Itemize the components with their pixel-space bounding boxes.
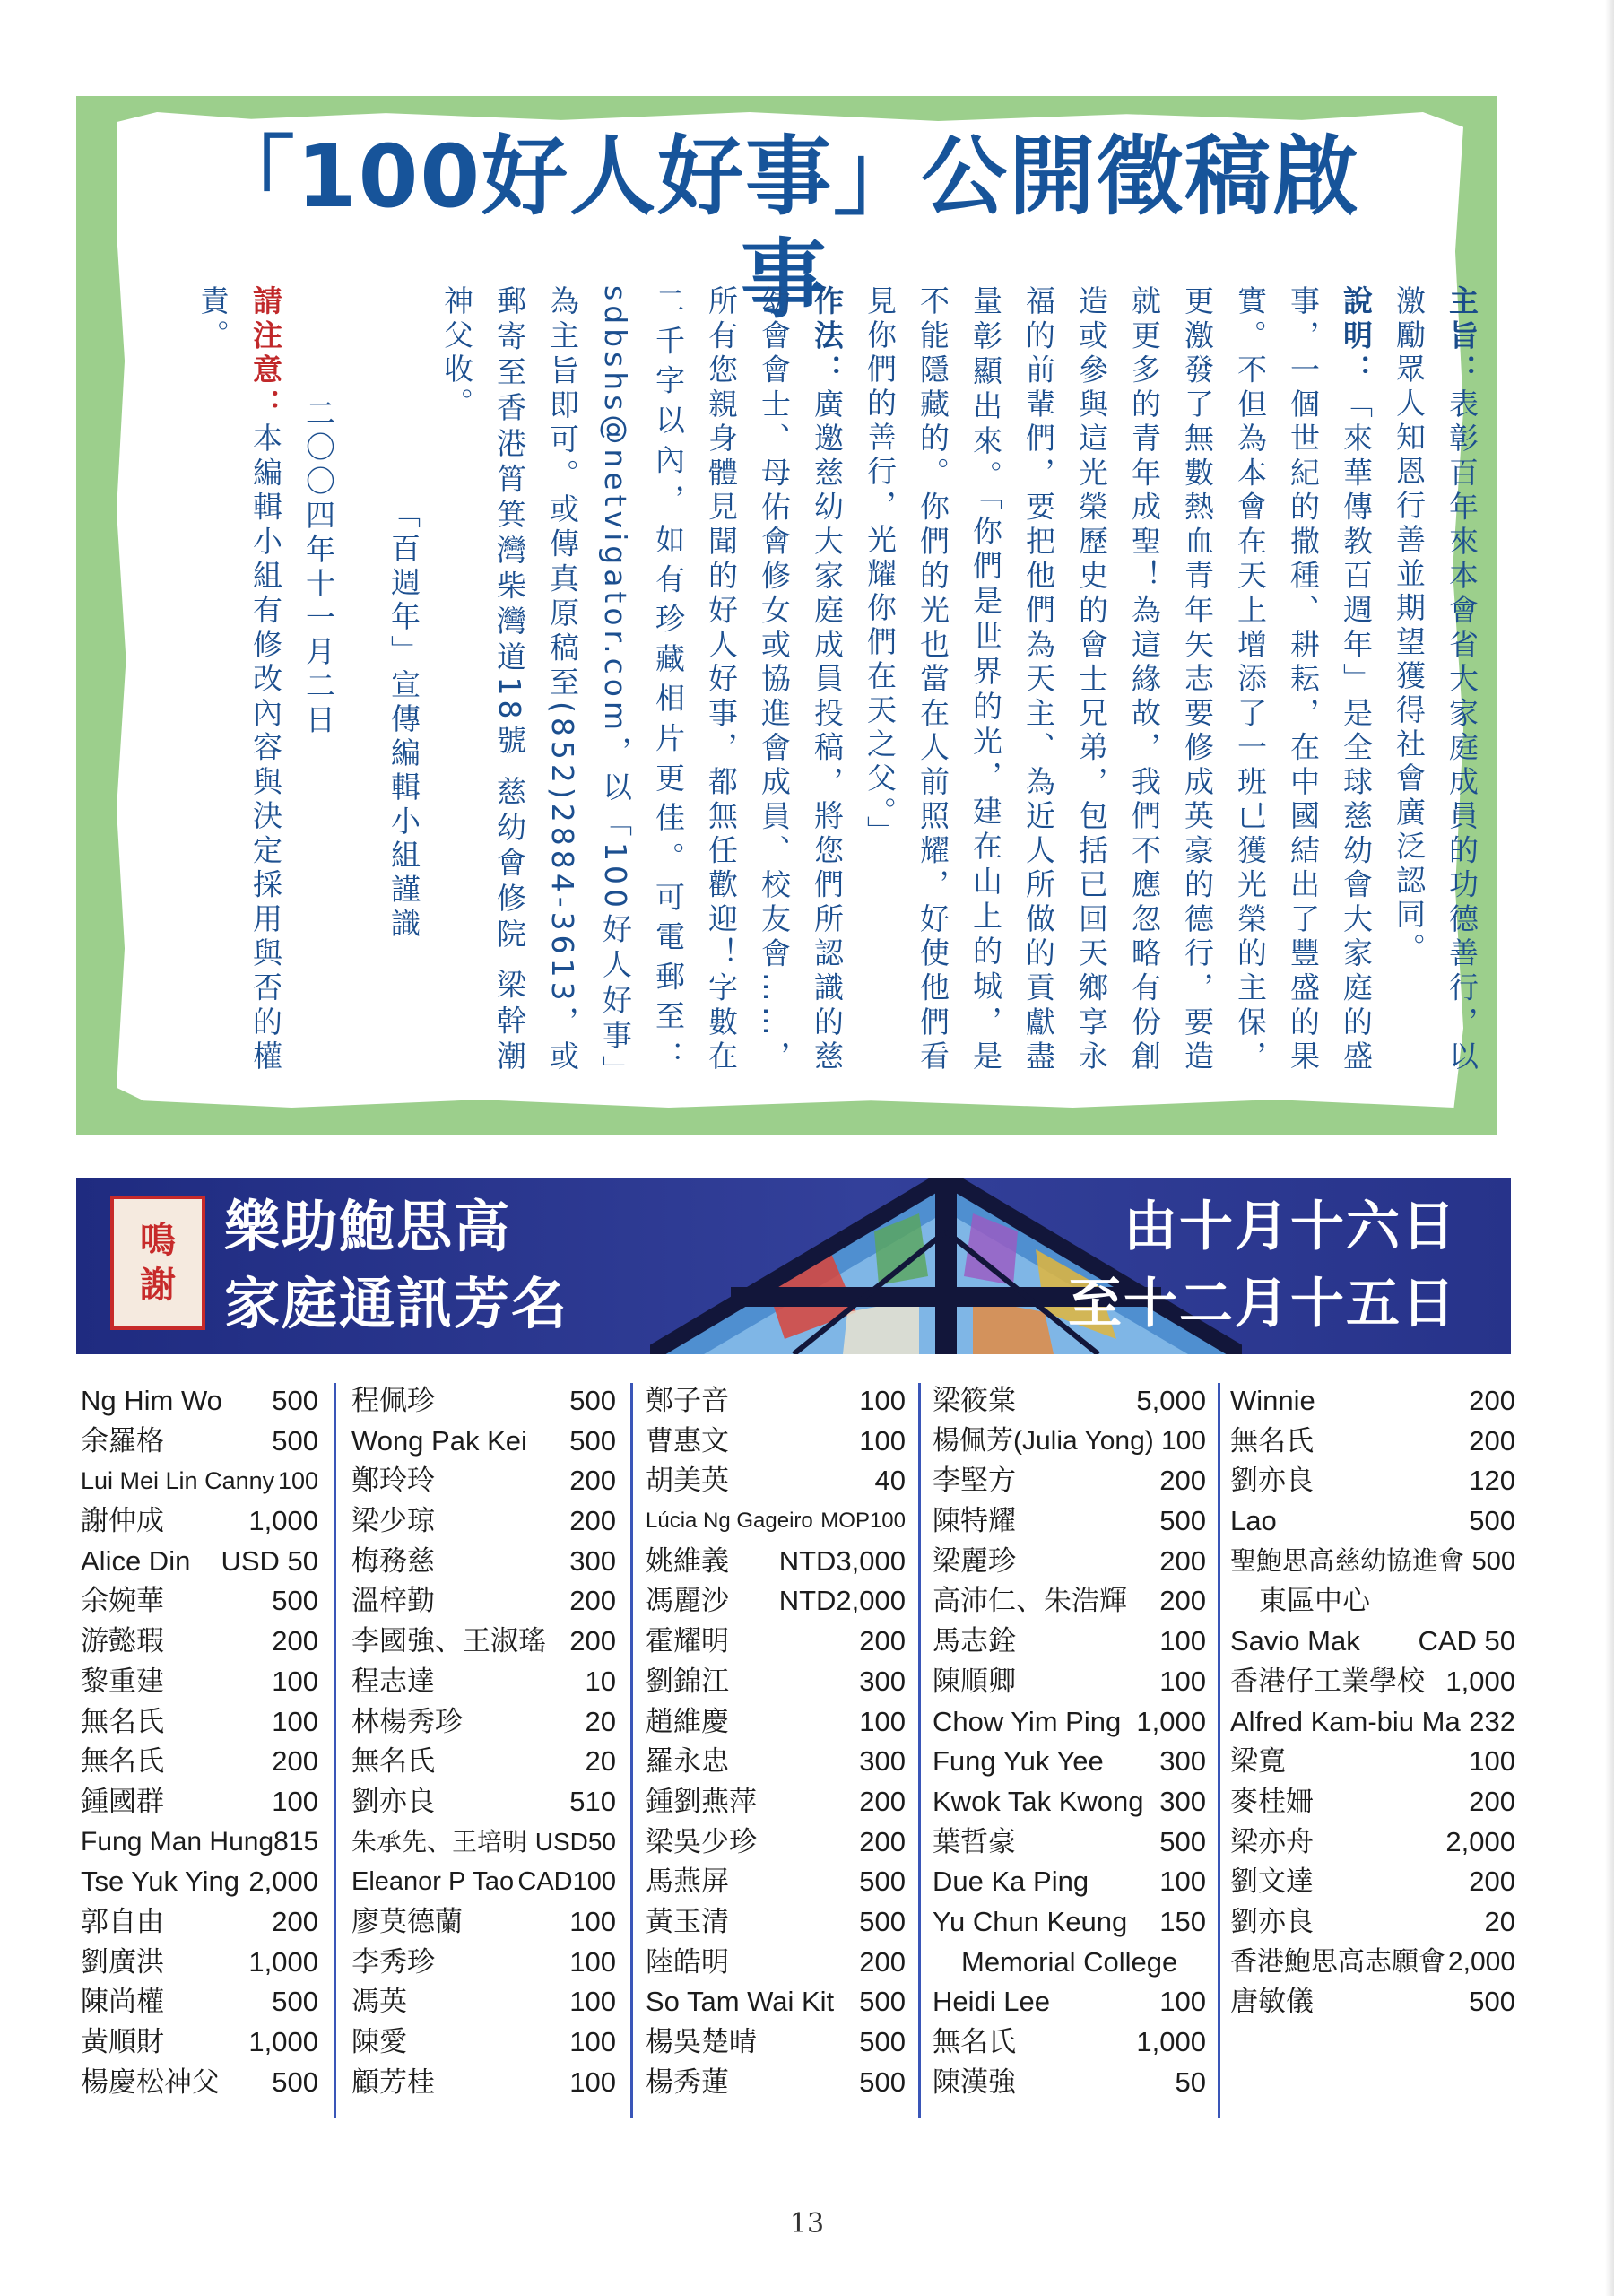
donor-name: 無名氏 [81,1745,164,1778]
donor-amount: 500 [569,1385,616,1416]
donor-name: 曹惠文 [646,1424,729,1457]
donor-amount: 100 [569,1905,616,1937]
donor-amount: 100 [1159,1665,1206,1697]
donor-name: 無名氏 [933,2026,1016,2057]
donor-amount: 200 [1159,1585,1206,1617]
donor-amount: 10 [585,1665,616,1697]
donor-amount: 1,000 [248,1945,318,1978]
donor-name: 李秀珍 [351,1945,435,1978]
donor-name: 陳特耀 [933,1505,1016,1537]
donor-name: 馮麗沙 [646,1585,729,1617]
donor-name: 梁吳少珍 [646,1825,757,1857]
donor-row [933,1862,1206,1902]
donor-name: Heidi Lee [933,1986,1050,2018]
donor-amount: 500 [1471,1546,1515,1576]
donor-amount: 500 [272,1986,318,2018]
donor-row [81,1662,318,1702]
donor-row [933,1381,1206,1422]
donor-row [646,1862,906,1902]
donor-row [81,1982,318,2022]
donor-name: Winnie [1230,1385,1315,1416]
donor-row [646,1542,906,1582]
donor-amount: 200 [1159,1465,1206,1497]
explanation-text: 「來華傳教百週年」是全球慈幼會大家庭的盛事，一個世紀的撒種、耕耘，在中國結出了豐盛的果實。不但為本會在天上增添了一班已獲光榮的主保，更激發了無數熱血青年矢志要修成英豪的德行，要造就更多的青年成聖！為這緣故，我們不應忽略有份創造或參與這光榮歷史的會士兄弟，包括已回天鄉享永福的前輩們，要把他們為天主、為近人所做的貢獻盡量彰顯出來。「你們是世界的光，建在山上的城，是不能隱藏的。你們的光也當在人前照耀，好使他們看見你們的善行，光耀你們在天之父。」 [863,285,1374,1075]
donor-name: Eleanor P Tao [351,1867,515,1897]
donor-name: Memorial College [961,1945,1178,1978]
donor-amount: 500 [859,1986,906,2018]
donor-name: Wong Pak Kei [351,1424,527,1457]
donor-row [81,1581,318,1622]
donor-amount: 200 [569,1465,616,1497]
donor-row [1230,1501,1515,1542]
donor-name: 香港鮑思高志願會 [1230,1946,1445,1977]
notice-body [195,285,1488,1075]
donor-amount: 2,000 [1445,1825,1515,1857]
donor-row [646,1662,906,1702]
donor-row [81,1862,318,1902]
donor-amount: NTD3,000 [778,1544,906,1577]
donor-amount: 100 [1159,1866,1206,1898]
donor-amount: 100 [1159,1986,1206,2018]
donor-name: 無名氏 [81,1705,164,1737]
donor-row [933,1622,1206,1662]
donor-row [933,1501,1206,1542]
donor-name: 朱承先、王培明 [351,1827,528,1856]
donor-row [933,1982,1206,2022]
notice-note [187,285,292,1074]
donor-row [646,1943,906,1983]
donor-amount: 232 [1469,1705,1515,1737]
donor-name: 陸皓明 [646,1945,729,1978]
donor-row [351,1461,616,1501]
donor-name: Ng Him Wo [81,1385,222,1416]
donor-name: Fung Man Hung [81,1826,274,1857]
donor-amount: 300 [859,1665,906,1697]
donor-row [1230,1422,1515,1462]
donor-row [646,1742,906,1782]
banner-period [1068,1188,1457,1343]
donor-row [933,1902,1206,1943]
donor-column-2 [351,1381,616,2102]
donor-amount: 20 [585,1705,616,1737]
donor-amount: 100 [1160,1425,1206,1456]
donor-row [351,1862,616,1902]
donor-name: 馬燕屏 [646,1866,729,1898]
donor-amount: 500 [859,1866,906,1898]
donor-name: 程志達 [351,1665,435,1697]
donor-name: 無名氏 [1230,1424,1314,1457]
donor-row [1230,1662,1515,1702]
purpose-label: 主旨： [1445,285,1480,388]
donor-amount: 200 [569,1505,616,1537]
donor-amount: 100 [569,2026,616,2057]
note-label: 請注意： [248,285,283,423]
donor-name: 劉錦江 [646,1665,729,1697]
donor-name: 楊慶松神父 [81,2066,220,2098]
banner-period-line1: 由十月十六日 [1124,1196,1457,1258]
donor-name: Kwok Tak Kwong [933,1785,1144,1817]
donor-row [351,1381,616,1422]
donor-row [933,1742,1206,1782]
donor-row [1230,1461,1515,1501]
donor-name: Tse Yuk Ying [81,1866,239,1898]
notice-date: 二〇〇四年十一月二日 [301,397,336,739]
donor-amount: 500 [1469,1986,1515,2018]
donor-amount: 500 [859,2066,906,2098]
donor-name: 余羅格 [81,1424,164,1457]
donor-row [933,1943,1206,1983]
donor-row [933,1662,1206,1702]
donor-amount: 200 [1469,1785,1515,1817]
notice-method [430,285,854,1074]
donor-name: Lao [1230,1505,1277,1537]
donor-name: Alice Din [81,1544,191,1577]
donor-row [81,1702,318,1743]
donor-row [1230,1542,1515,1582]
donor-row [933,1702,1206,1743]
honour-roll-banner [76,1178,1511,1354]
donor-amount: 510 [569,1785,616,1817]
donor-name: 鍾劉燕萍 [646,1785,757,1817]
donor-row [646,1581,906,1622]
donor-row [351,1581,616,1622]
donor-row [81,1902,318,1943]
donor-amount: 200 [272,1745,318,1778]
donor-name: 游懿瑕 [81,1625,164,1657]
donor-amount: 1,000 [248,1505,318,1537]
donor-amount: 40 [874,1465,906,1497]
donor-amount: 500 [272,1585,318,1617]
donor-row [1230,1381,1515,1422]
donor-amount: 300 [859,1745,906,1778]
donor-name: 楊佩芳(Julia Yong) [933,1425,1154,1456]
donor-name: 鄭玲玲 [351,1465,435,1497]
donor-amount: 200 [859,1785,906,1817]
donor-row [1230,1742,1515,1782]
donor-amount: 50 [1175,2066,1206,2098]
donor-row [646,1461,906,1501]
donor-row [351,1422,616,1462]
donor-row [81,1622,318,1662]
donor-row [1230,1902,1515,1943]
donor-name: 陳順卿 [933,1665,1016,1697]
donor-name: 馬志銓 [933,1625,1016,1657]
donor-column-5 [1230,1381,1515,2022]
donor-amount: 1,000 [1136,2026,1206,2057]
donor-row [646,1782,906,1822]
donor-name: 香港仔工業學校 [1230,1665,1425,1697]
donor-row [351,1501,616,1542]
donor-column-4 [933,1381,1206,2102]
donor-name: 程佩珍 [351,1385,435,1416]
banner-title-line2: 家庭通訊芳名 [224,1271,569,1336]
donor-row [1230,1862,1515,1902]
donor-amount: 100 [272,1705,318,1737]
donor-column-1 [81,1381,318,2102]
donor-row [933,1422,1206,1462]
donor-row [1230,1943,1515,1983]
donor-amount: 500 [569,1424,616,1457]
donor-name: 劉亦良 [351,1785,435,1817]
donor-amount: MOP100 [820,1509,906,1534]
donor-row [351,2063,616,2103]
column-divider [918,1383,921,2118]
donor-name: 馮英 [351,1986,407,2018]
donor-name: 楊秀蓮 [646,2066,729,2098]
donor-row [81,1542,318,1582]
seal-char: 謝 [140,1264,176,1306]
donor-column-3 [646,1381,906,2102]
donor-name: 陳愛 [351,2026,407,2057]
donor-row [933,1542,1206,1582]
donor-row [646,2022,906,2063]
donor-amount: 150 [1159,1905,1206,1937]
donor-name: 聖鮑思高慈幼協進會 [1230,1546,1465,1576]
donor-row [933,1782,1206,1822]
donor-name: 黃玉清 [646,1905,729,1937]
donor-amount: 20 [1484,1905,1515,1937]
donor-name: 李堅方 [933,1465,1016,1497]
donor-amount: 500 [272,1424,318,1457]
donor-row [646,1622,906,1662]
donor-name: 姚維義 [646,1544,729,1577]
donor-amount: 300 [1159,1745,1206,1778]
donor-amount: 200 [569,1585,616,1617]
donor-amount: 500 [859,1905,906,1937]
purpose-text: 表彰百年來本會省大家庭成員的功德善行，以激勵眾人知恩行善並期望獲得社會廣泛認同。 [1392,285,1480,1075]
donor-amount: 100 [569,1945,616,1978]
donor-row [81,1501,318,1542]
donor-amount: 200 [1469,1385,1515,1416]
donor-name: 梁亦舟 [1230,1825,1314,1857]
donor-amount: 200 [272,1905,318,1937]
donor-amount: 200 [859,1625,906,1657]
donor-amount: 815 [273,1826,319,1857]
donor-name: Chow Yim Ping [933,1705,1122,1737]
donor-row [646,1501,906,1542]
donor-row [81,1822,318,1863]
donor-row [646,2063,906,2103]
donor-row [933,1461,1206,1501]
banner-title [224,1188,568,1343]
donor-name: 梁少琼 [351,1505,435,1537]
notice-title: 「100好人好事」公開徵稿啟事 [208,126,1361,331]
donor-name: 麥桂姍 [1230,1785,1314,1817]
donor-name: 梁麗珍 [933,1544,1016,1577]
donor-name: 梁筱棠 [933,1385,1016,1416]
donor-name: Fung Yuk Yee [933,1745,1104,1778]
donor-name: 溫梓勤 [351,1585,435,1617]
donor-amount: 100 [1469,1745,1515,1778]
donor-row [1230,1782,1515,1822]
donor-amount: 2,000 [1447,1946,1515,1977]
column-divider [334,1383,336,2118]
donor-row [1230,1581,1515,1622]
donor-name: 林楊秀珍 [351,1705,463,1737]
banner-title-line1: 樂助鮑思高 [224,1194,512,1259]
donor-name: 霍耀明 [646,1625,729,1657]
column-divider [1218,1383,1220,2118]
donor-row [351,2022,616,2063]
donor-row [933,2022,1206,2063]
notice-explanation [854,285,1383,1074]
banner-period-line2: 至十二月十五日 [1068,1273,1457,1335]
donor-name: 高沛仁、朱浩輝 [933,1585,1127,1617]
donor-name: Lui Mei Lin Canny [81,1467,275,1495]
page-number: 13 [789,2208,825,2239]
donor-amount: NTD2,000 [778,1585,906,1617]
donor-name: 劉亦良 [1230,1905,1314,1937]
donor-name: 鄭子音 [646,1385,729,1416]
donor-amount: 200 [859,1945,906,1978]
donor-amount: 100 [859,1705,906,1737]
donor-row [1230,1982,1515,2022]
donor-amount: 100 [859,1385,906,1416]
donor-name: 郭自由 [81,1905,164,1937]
donor-name: 劉廣洪 [81,1945,164,1978]
donor-row [646,1702,906,1743]
donor-name: 廖莫德蘭 [351,1905,463,1937]
donor-row [933,1581,1206,1622]
donor-name: 楊吳楚晴 [646,2026,757,2057]
column-divider [630,1383,633,2118]
donor-row [351,1902,616,1943]
donor-amount: 500 [1159,1825,1206,1857]
donor-amount: 200 [1159,1544,1206,1577]
donor-amount: USD50 [534,1827,616,1856]
donor-amount: 300 [569,1544,616,1577]
donor-name: Alfred Kam-biu Ma [1230,1705,1461,1737]
donor-row [646,1902,906,1943]
donor-name: So Tam Wai Kit [646,1986,835,2018]
donor-amount: 1,000 [1136,1705,1206,1737]
donor-name: 李國強、王淑瑤 [351,1625,546,1657]
donor-row [351,1943,616,1983]
donor-row [646,1982,906,2022]
donor-amount: 200 [859,1825,906,1857]
donor-amount: 5,000 [1136,1385,1206,1416]
donor-amount: 120 [1469,1465,1515,1497]
donor-amount: 500 [1469,1505,1515,1537]
note-text: 本編輯小組有修改內容與決定採用與否的權責。 [195,285,283,1075]
donor-amount: 200 [272,1625,318,1657]
donor-amount: 200 [569,1625,616,1657]
donor-name: 無名氏 [351,1745,435,1778]
method-text: 廣邀慈幼大家庭成員投稿，將您們所認識的慈幼會會士、母佑會修女或協進會成員、校友會……，所有您親身體見聞的好人好事，都無任歡迎！字數在二千字以內，如有珍藏相片更佳。可電郵至：sdbshs@netvigator.com，以「100好人好事」為主旨即可。或傳真原稿至(852)2884-3613，或郵寄至香港筲箕灣柴灣道18號 慈幼會修院 梁幹潮神父收。 [439,285,845,1075]
donor-row [1230,1622,1515,1662]
donor-amount: 200 [1469,1424,1515,1457]
donor-name: 唐敏儀 [1230,1986,1314,2018]
donor-row [351,1622,616,1662]
donor-amount: 100 [569,1986,616,2018]
donor-row [351,1662,616,1702]
donor-row [81,1381,318,1422]
donor-amount: 500 [1159,1505,1206,1537]
donor-row [351,1982,616,2022]
thanks-seal-logo [110,1196,205,1330]
donor-amount: 2,000 [248,1866,318,1898]
donor-amount: 500 [272,2066,318,2098]
donor-row [81,1461,318,1501]
donor-row [351,1702,616,1743]
donor-name: 黎重建 [81,1665,164,1697]
donor-amount: 200 [1469,1866,1515,1898]
donor-row [646,1822,906,1863]
donor-name: Yu Chun Keung [933,1905,1128,1937]
donor-name: 劉亦良 [1230,1465,1314,1497]
donor-row [351,1782,616,1822]
donor-name: 東區中心 [1259,1585,1370,1617]
donor-name: Savio Mak [1230,1625,1360,1657]
donor-row [351,1542,616,1582]
donor-name: Lúcia Ng Gageiro [646,1509,813,1534]
donor-row [933,1822,1206,1863]
donor-amount: 100 [569,2066,616,2098]
donor-name: 陳漢強 [933,2066,1016,2098]
donor-name: 葉哲豪 [933,1825,1016,1857]
donor-row [351,1822,616,1863]
donor-name: 羅永忠 [646,1745,729,1778]
page-edge-shadow [1605,0,1614,2296]
donor-row [646,1422,906,1462]
donor-row [81,2022,318,2063]
donor-amount: 100 [1159,1625,1206,1657]
explanation-label: 說明： [1339,285,1374,388]
notice-purpose [1383,285,1488,1074]
donor-amount: 500 [272,1385,318,1416]
donor-name: 劉文達 [1230,1866,1314,1898]
donor-amount: 100 [277,1467,318,1495]
donor-amount: USD 50 [221,1544,318,1577]
donor-amount: 20 [585,1745,616,1778]
donor-row [81,1943,318,1983]
donor-name: 胡美英 [646,1465,729,1497]
donor-name: 鍾國群 [81,1785,164,1817]
donor-row [81,1422,318,1462]
donor-amount: CAD 50 [1418,1625,1515,1657]
donor-name: 梅務慈 [351,1544,435,1577]
donor-amount: 1,000 [1445,1665,1515,1697]
donor-row [81,2063,318,2103]
donor-name: 謝仲成 [81,1505,164,1537]
donor-amount: 500 [859,2026,906,2057]
donor-name: 陳尚權 [81,1986,164,2018]
donor-amount: 300 [1159,1785,1206,1817]
donor-row [933,2063,1206,2103]
donor-name: Due Ka Ping [933,1866,1089,1898]
donor-name: 顧芳桂 [351,2066,435,2098]
donor-name: 余婉華 [81,1585,164,1617]
donor-row [1230,1822,1515,1863]
donor-name: 趙維慶 [646,1705,729,1737]
donor-row [1230,1702,1515,1743]
donor-amount: 100 [272,1785,318,1817]
donor-row [81,1782,318,1822]
donor-amount: 100 [859,1424,906,1457]
donor-row [351,1742,616,1782]
donor-amount: 100 [272,1665,318,1697]
seal-char: 鳴 [140,1219,176,1261]
donor-amount: CAD100 [517,1867,616,1897]
donor-name: 梁寛 [1230,1745,1286,1778]
method-label: 作法： [810,285,845,388]
donor-row [646,1381,906,1422]
donor-row [81,1742,318,1782]
notice-signature: 「百週年」宣傳編輯小組謹識 [386,498,421,942]
donor-amount: 1,000 [248,2026,318,2057]
donor-name: 黃順財 [81,2026,164,2057]
